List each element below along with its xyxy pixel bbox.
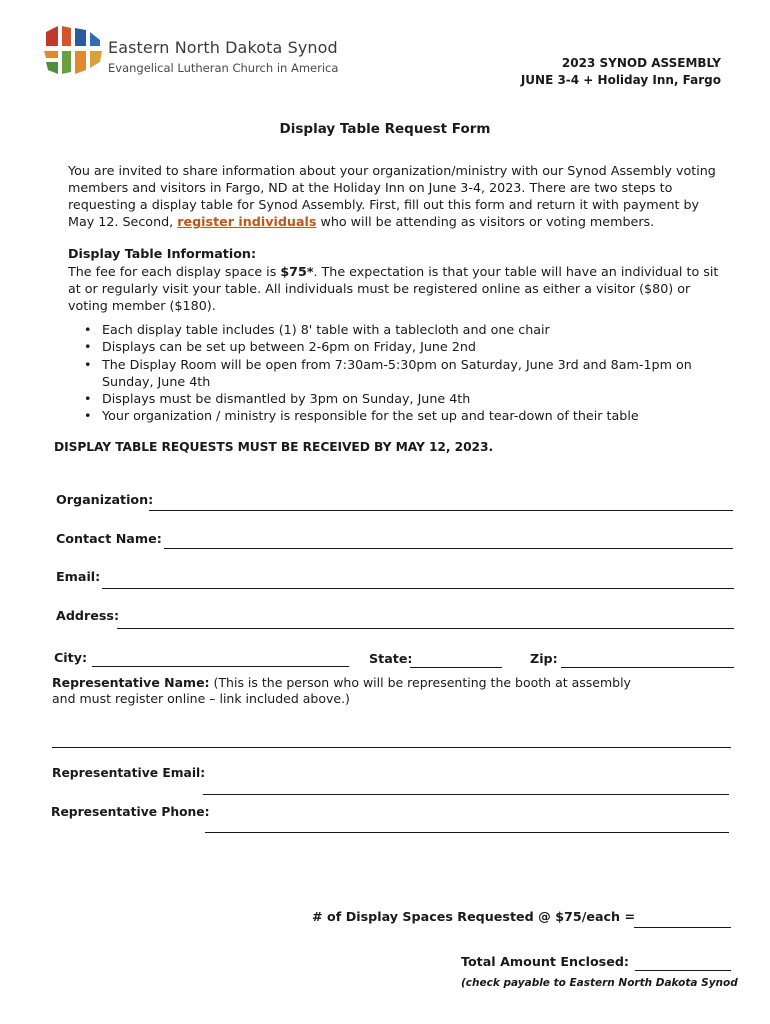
synod-logo-icon: [44, 24, 102, 78]
state-label: State:: [369, 651, 413, 666]
form-title: Display Table Request Form: [279, 121, 491, 137]
email-label: Email:: [56, 569, 101, 584]
display-spaces-label: # of Display Spaces Requested @ $75/each =: [312, 909, 636, 924]
email-field[interactable]: [102, 588, 734, 589]
city-label: City:: [54, 650, 88, 665]
zip-field[interactable]: [561, 667, 734, 668]
city-field[interactable]: [92, 666, 349, 667]
intro-paragraph: [68, 162, 728, 230]
rep-name-field[interactable]: [52, 747, 731, 748]
register-individuals-link[interactable]: register individuals: [177, 214, 317, 229]
rep-name-note: (This is the person who will be representing the booth at assembly and must register online – link included above.): [52, 675, 631, 706]
organization-label: Organization:: [56, 492, 154, 507]
assembly-date-location: JUNE 3-4 + Holiday Inn, Fargo: [520, 73, 721, 87]
org-name: Eastern North Dakota Synod: [108, 38, 338, 57]
zip-label: Zip:: [530, 651, 558, 666]
info-heading: Display Table Information:: [68, 246, 257, 261]
rep-name-paragraph: [52, 675, 652, 707]
address-field[interactable]: [117, 628, 734, 629]
rep-email-field[interactable]: [203, 794, 729, 795]
fee-paragraph: [68, 263, 728, 314]
rep-phone-field[interactable]: [205, 832, 729, 833]
fee-text-end: . The expectation is that your table will have an individual to sit at or regularly visit your table. All individuals must be registered online as either a visitor ($80) or voting member ($180).: [68, 264, 719, 313]
check-payable-note: (check payable to Eastern North Dakota Synod: [461, 977, 738, 989]
list-item: • Each display table includes (1) 8' table with a tablecloth and one chair: [84, 321, 704, 338]
rep-name-label: Representative Name:: [52, 675, 210, 690]
list-item: • Displays can be set up between 2-6pm on Friday, June 2nd: [84, 338, 704, 355]
assembly-info: [521, 55, 721, 89]
state-field[interactable]: [410, 667, 502, 668]
total-amount-field[interactable]: [635, 970, 731, 971]
fee-amount: $75*: [280, 264, 314, 279]
deadline-notice: DISPLAY TABLE REQUESTS MUST BE RECEIVED BY MAY 12, 2023.: [54, 440, 494, 454]
list-item: • Displays must be dismantled by 3pm on Sunday, June 4th: [84, 390, 704, 407]
display-spaces-field[interactable]: [634, 927, 731, 928]
rep-email-label: Representative Email:: [52, 766, 206, 780]
assembly-title: 2023 SYNOD ASSEMBLY: [561, 56, 721, 70]
organization-field[interactable]: [149, 510, 733, 511]
list-item: • Your organization / ministry is responsible for the set up and tear-down of their table: [84, 407, 704, 424]
info-bullet-list: [84, 321, 704, 425]
org-subtitle: Evangelical Lutheran Church in America: [108, 61, 339, 75]
rep-phone-label: Representative Phone:: [51, 805, 210, 819]
intro-text-end: who will be attending as visitors or voting members.: [316, 214, 655, 229]
contact-name-label: Contact Name:: [56, 531, 162, 546]
intro-text-start: You are invited to share information about your organization/ministry with our Synod Assembly voting members and visitors in Fargo, ND at the Holiday Inn on June 3-4, 2023. There are two steps to requesting a display table for Synod Assembly. First, fill out this form and return it with payment by May 12. Second,: [68, 163, 716, 229]
total-amount-label: Total Amount Enclosed:: [461, 954, 629, 969]
list-item: • The Display Room will be open from 7:30am-5:30pm on Saturday, June 3rd and 8am-1pm on Sunday, June 4th: [84, 356, 704, 391]
address-label: Address:: [56, 608, 120, 623]
contact-name-field[interactable]: [164, 548, 733, 549]
fee-text-start: The fee for each display space is: [68, 264, 281, 279]
